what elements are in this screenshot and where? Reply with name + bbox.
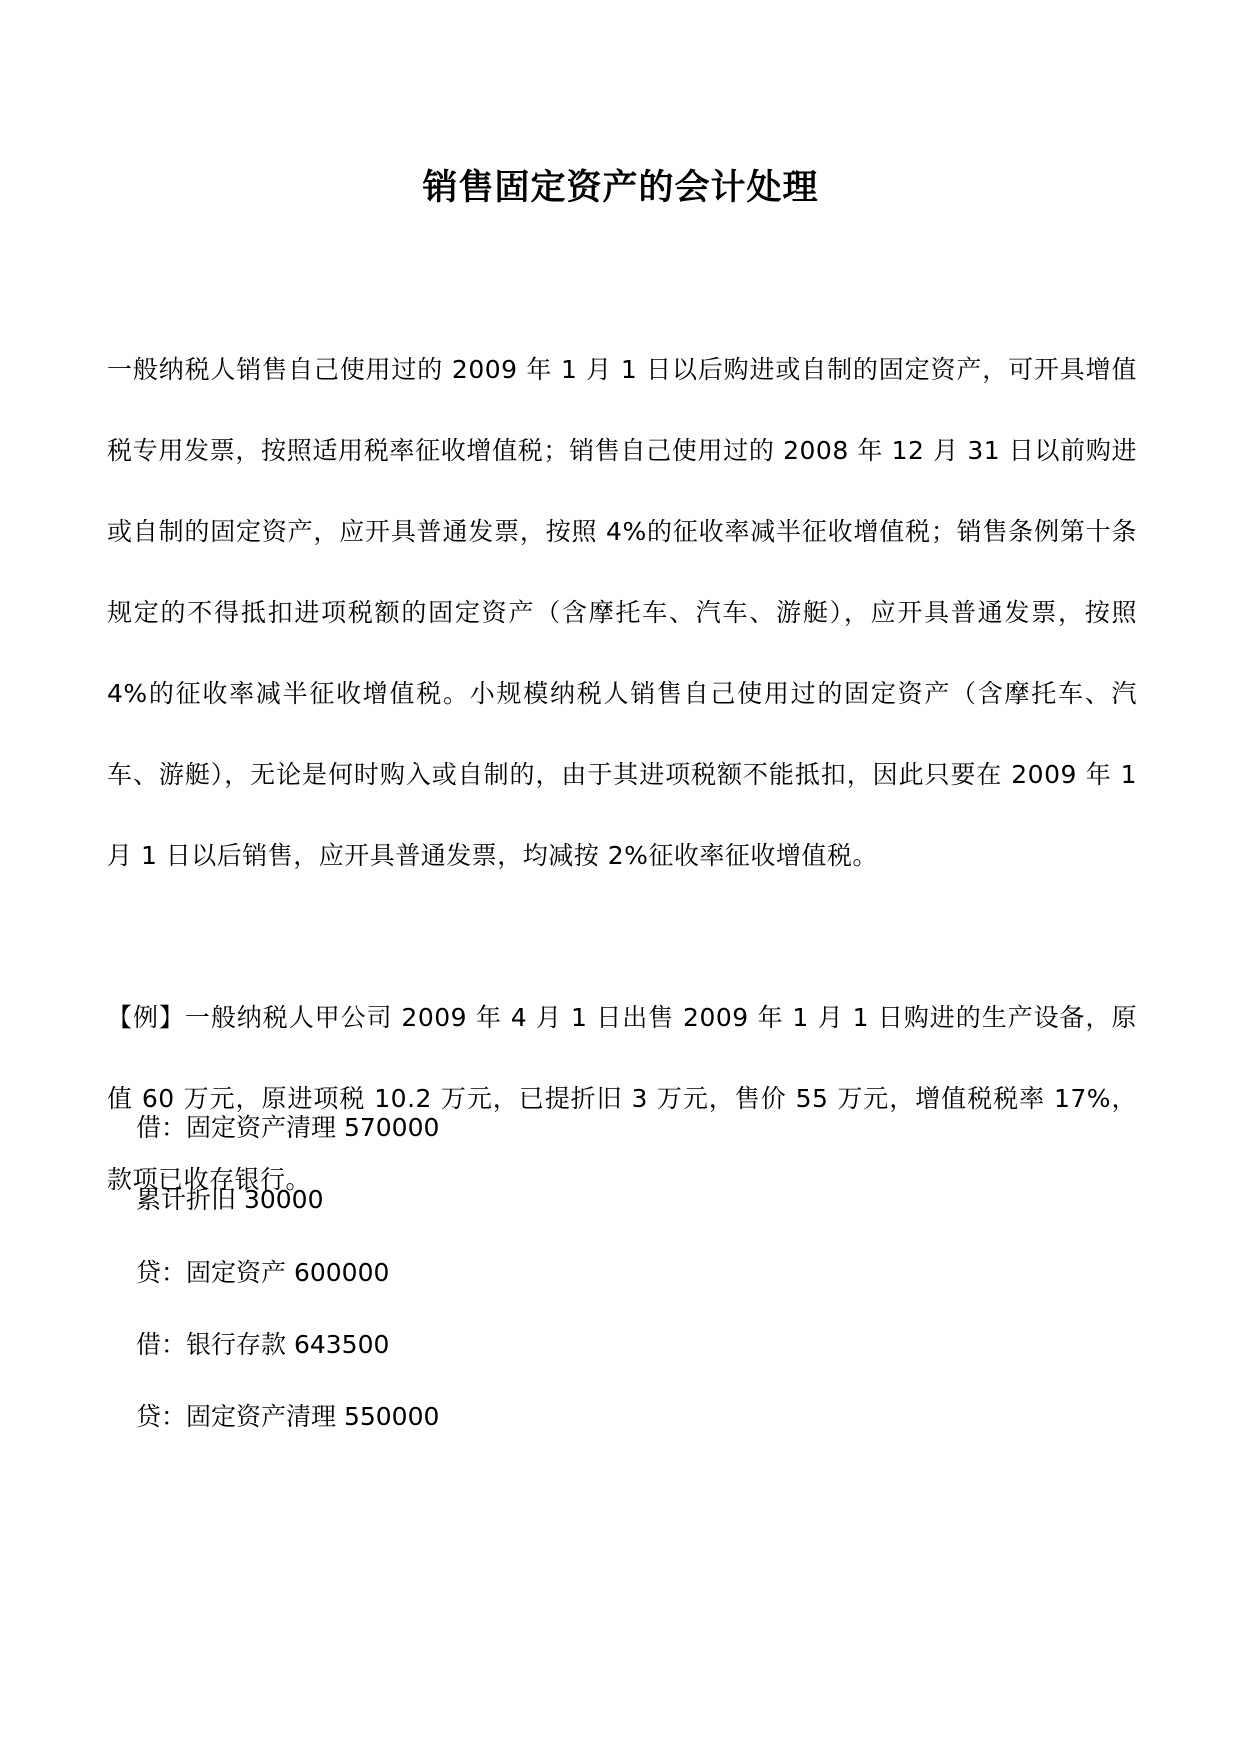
journal-entry: 累计折旧 30000 xyxy=(136,1185,324,1214)
example-paragraph: 【例】一般纳税人甲公司 2009 年 4 月 1 日出售 2009 年 1 月 1 日购进的生产设备，原值 60 万元，原进项税 10.2 万元，已提折旧 3 万元，售价 55 万元，增值税税率 17%，款项已收存银行。 xyxy=(107,1003,1137,1194)
journal-entry: 借：固定资产清理 570000 xyxy=(136,1113,440,1142)
journal-entry: 贷：固定资产 600000 xyxy=(136,1258,390,1287)
body-paragraph: 一般纳税人销售自己使用过的 2009 年 1 月 1 日以后购进或自制的固定资产，可开具增值税专用发票，按照适用税率征收增值税；销售自己使用过的 2008 年 12 月 31 日以前购进或自制的固定资产，应开具普通发票，按照 4%的征收率减半征收增值税；销售条例第十条规定的不得抵扣进项税额的固定资产（含摩托车、汽车、游艇），应开具普通发票，按照 4%的征收率减半征收增值税。小规模纳税人销售自己使用过的固定资产（含摩托车、汽车、游艇），无论是何时购入或自制的，由于其进项税额不能抵扣，因此只要在 2009 年 1 月 1 日以后销售，应开具普通发票，均减按 2%征收率征收增值税。 xyxy=(107,355,1137,870)
page-title: 销售固定资产的会计处理 xyxy=(422,167,819,208)
journal-entry: 借：银行存款 643500 xyxy=(136,1330,390,1359)
journal-entry: 贷：固定资产清理 550000 xyxy=(136,1402,440,1431)
